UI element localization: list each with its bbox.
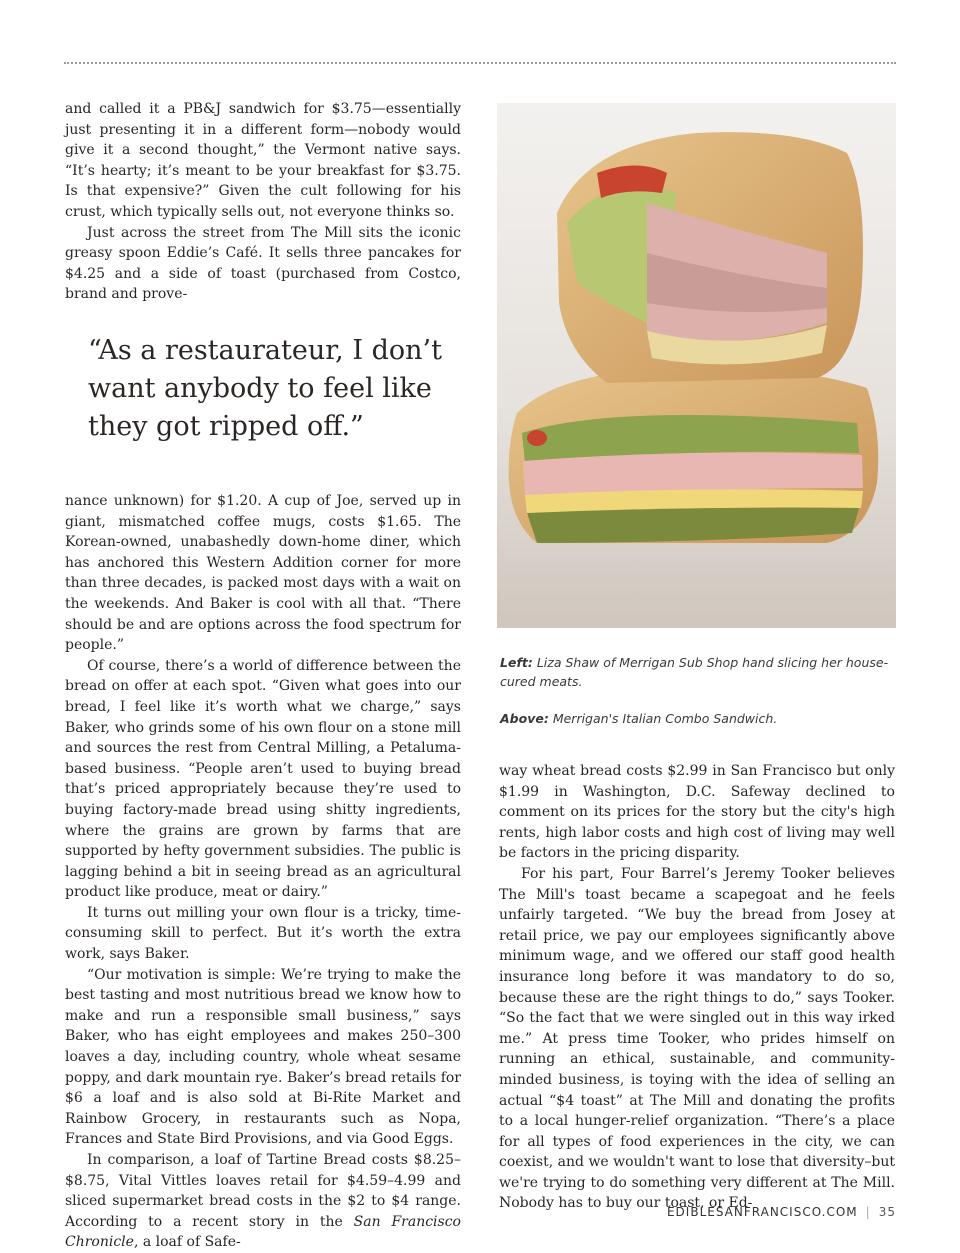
page-footer [667,1205,896,1219]
paragraph: and called it a PB&J sandwich for $3.75—essentially just presenting it in a different form—nobody would give it a second thought,” the Vermont native says. “It’s hearty; it’s meant to be your breakfast for $3.75. Is that expensive?” Given the cult following for his crust, which typically sells out, not everyone thinks so. [65,101,461,220]
photo-caption [500,653,890,746]
publication-title: San Francisco Chronicle [65,1213,461,1251]
article-column-left-top [65,99,461,305]
article-column-right [499,761,895,1214]
pull-quote: “As a restaurateur, I don’t want anybody to feel like they got ripped off.” [88,335,442,442]
sandwich-photo [497,103,896,628]
paragraph: Of course, there’s a world of difference between the bread on offer at each spot. “Given what goes into our bread, I feel like it’s worth what we charge,” says Baker, who grinds some of his own flour on a stone mill and sources the rest from Central Milling, a Petaluma-based business. “People aren’t used to buying bread that’s priced appropriately because they’re used to buying factory-made bread using shitty ingredients, where the grains are grown by farms that are supported by hefty government subsidies. The public is lagging behind a bit in seeing bread as an agricultural product like produce, meat or dairy.” [65,657,461,901]
caption-left [500,653,890,691]
sandwich-illustration [497,103,896,628]
caption-above-text: Merrigan's Italian Combo Sandwich. [552,711,778,726]
paragraph-text: In comparison, a loaf of Tartine Bread costs $8.25–$8.75, Vital Vittles loaves retail for $4.59–4.99 and sliced supermarket bread costs in the $2 to $4 range. According to a recent story in the [65,1152,461,1230]
article-column-left-bottom [65,491,461,1253]
paragraph: way wheat bread costs $2.99 in San Francisco but only $1.99 in Washington, D.C. Safeway declined to comment on its prices for the story but the city's high rents, high labor costs and high cost of living may well be factors in the pricing disparity. [499,763,895,862]
paragraph: For his part, Four Barrel’s Jeremy Tooker believes The Mill's toast became a scapegoat and he feels unfairly targeted. “We buy the bread from Josey at retail price, we pay our employees significantly above minimum wage, and we offered our staff good health insurance long before it was mandatory to do so, because these are the right things to do,” says Tooker. “So the fact that we were singled out in this way irked me.” At press time Tooker, who prides himself on running an ethical, sustainable, and community-minded business, is toying with the idea of selling an actual “$4 toast” at The Mill and donating the profits to a local hunger-relief organization. “There’s a place for all types of food experiences in the city, we can coexist, and we wouldn't want to lose that diversity–but we're trying to do something very different at The Mill. Nobody has to buy our toast, or Ed- [499,865,895,1212]
top-dotted-rule [64,62,896,64]
paragraph: It turns out milling your own flour is a tricky, time-consuming skill to perfect. But it’s worth the extra work, says Baker. [65,904,461,963]
paragraph-text: , a loaf of Safe- [133,1234,241,1251]
caption-above-label: Above: [500,711,549,726]
paragraph: “Our motivation is simple: We’re trying to make the best tasting and most nutritious bread we know how to make and run a responsible small business,” says Baker, who has eight employees and makes 250–300 loaves a day, including country, whole wheat sesame poppy, and dark mountain rye. Baker’s bread retails for $6 a loaf and is also sold at Bi-Rite Market and Rainbow Grocery, in restaurants such as Nopa, Frances and State Bird Provisions, and via Good Eggs. [65,966,461,1148]
caption-left-label: Left: [500,655,533,670]
caption-left-text: Liza Shaw of Merrigan Sub Shop hand slicing her house-cured meats. [500,655,889,689]
paragraph: nance unknown) for $1.20. A cup of Joe, served up in giant, mismatched coffee mugs, costs $1.65. The Korean-owned, unabashedly down-home diner, which has anchored this Western Addition corner for more than three decades, is packed most days with a wait on the weekends. And Baker is cool with all that. “There should be and are options across the food spectrum for people.” [65,493,461,654]
page-number: 35 [878,1205,896,1219]
caption-above [500,709,890,728]
footer-separator: | [865,1205,871,1219]
paragraph: Just across the street from The Mill sits the iconic greasy spoon Eddie’s Café. It sells three pancakes for $4.25 and a side of toast (purchased from Costco, brand and prove- [65,224,461,303]
paragraph [65,1150,461,1253]
footer-site: EDIBLESANFRANCISCO.COM [666,1205,858,1219]
